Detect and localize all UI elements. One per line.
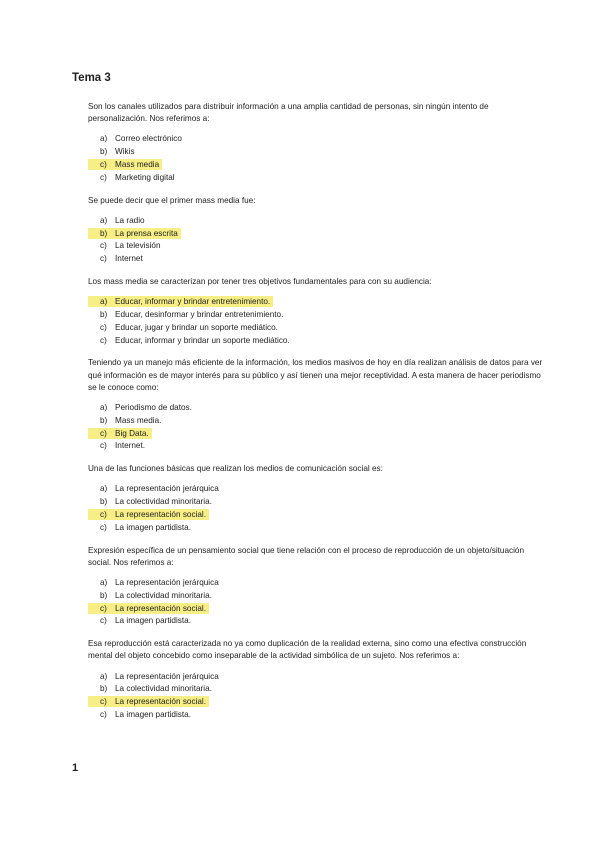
option-highlight (88, 577, 222, 588)
option-text: La representación social. (115, 697, 207, 707)
question-2 (88, 195, 548, 266)
option-text: La imagen partidista. (115, 709, 192, 719)
option-letter: c) (100, 335, 107, 345)
option-c (88, 322, 548, 335)
option-list (88, 483, 548, 534)
option-text: Wikis (115, 147, 135, 157)
option-letter: c) (100, 441, 107, 451)
option-letter: c) (100, 509, 107, 519)
option-letter: a) (100, 297, 108, 307)
option-highlight (88, 590, 215, 601)
option-a (88, 402, 548, 415)
option-highlight (88, 146, 138, 157)
option-text: Internet (115, 254, 143, 264)
option-d (88, 440, 548, 453)
option-letter: c) (100, 172, 107, 182)
option-letter: a) (100, 402, 108, 412)
option-highlight (88, 696, 209, 707)
option-text: Periodismo de datos. (115, 402, 192, 412)
option-letter: a) (100, 134, 108, 144)
option-highlight (88, 440, 148, 451)
option-list (88, 577, 548, 628)
option-a (88, 133, 548, 146)
question-3 (88, 276, 548, 347)
option-highlight (88, 159, 162, 170)
option-c (88, 603, 548, 616)
option-c (88, 159, 548, 172)
option-b (88, 146, 548, 159)
option-highlight (88, 215, 148, 226)
option-text: La representación jerárquica (115, 671, 219, 681)
question-text: Expresión específica de un pensamiento social que tiene relación con el proceso de reproducción de un objeto/situación social. Nos referimos a: (88, 545, 525, 567)
option-letter: c) (100, 709, 107, 719)
option-highlight (88, 240, 164, 251)
question-text: Esa reproducción está caracterizada no ya como duplicación de la realidad externa, sino como una efectiva construcción mental del objeto concebido como inseparable de la actividad simbólica de un sujeto. Nos referimos a: (88, 639, 527, 661)
option-text: Mass media. (115, 415, 162, 425)
option-text: Educar, informar y brindar un soporte mediático. (115, 335, 290, 345)
option-text: La televisión (115, 241, 161, 251)
option-text: La colectividad minoritaria. (115, 590, 212, 600)
option-text: La prensa escrita (115, 228, 178, 238)
option-list (88, 215, 548, 266)
question-1 (88, 101, 548, 185)
option-a (88, 215, 548, 228)
question-5 (88, 463, 548, 534)
option-c (88, 428, 548, 441)
option-highlight (88, 335, 293, 346)
option-text: Educar, jugar y brindar un soporte mediático. (115, 322, 278, 332)
option-d (88, 709, 548, 722)
option-letter: b) (100, 147, 108, 157)
option-highlight (88, 322, 281, 333)
option-c (88, 696, 548, 709)
option-b (88, 590, 548, 603)
option-text: Big Data. (115, 428, 149, 438)
option-list (88, 133, 548, 184)
option-a (88, 296, 548, 309)
question-text: Se puede decir que el primer mass media fue: (88, 195, 256, 205)
option-text: La representación social. (115, 603, 207, 613)
option-list (88, 671, 548, 722)
option-b (88, 496, 548, 509)
option-d (88, 335, 548, 348)
option-highlight (88, 615, 194, 626)
option-highlight (88, 228, 181, 239)
option-a (88, 671, 548, 684)
option-letter: b) (100, 309, 108, 319)
option-letter: c) (100, 603, 107, 613)
option-d (88, 172, 548, 185)
option-text: Marketing digital (115, 172, 175, 182)
option-d (88, 253, 548, 266)
questions-list (88, 101, 548, 732)
question-4 (88, 357, 548, 453)
option-letter: c) (100, 241, 107, 251)
option-letter: a) (100, 215, 108, 225)
option-highlight (88, 402, 195, 413)
option-text: La representación social. (115, 509, 207, 519)
option-letter: c) (100, 428, 107, 438)
option-highlight (88, 671, 222, 682)
option-a (88, 483, 548, 496)
option-b (88, 415, 548, 428)
page-heading: Tema 3 (72, 72, 111, 84)
option-d (88, 522, 548, 535)
question-text: Los mass media se caracterizan por tener tres objetivos fundamentales para con su audiencia: (88, 276, 432, 286)
option-highlight (88, 309, 286, 320)
option-letter: b) (100, 684, 108, 694)
option-highlight (88, 428, 152, 439)
question-text: Teniendo ya un manejo más eficiente de la información, los medios masivos de hoy en día realizan análisis de datos para ver qué información es de mayor interés para su público y así tienen una mejor receptividad. A esta manera de hacer periodismo se le conoce como: (88, 358, 543, 392)
option-b (88, 228, 548, 241)
option-highlight (88, 296, 273, 307)
option-text: La colectividad minoritaria. (115, 684, 212, 694)
option-highlight (88, 415, 164, 426)
option-letter: c) (100, 160, 107, 169)
option-highlight (88, 709, 194, 720)
option-letter: c) (100, 697, 107, 707)
option-letter: a) (100, 484, 108, 494)
question-7 (88, 638, 548, 722)
option-b (88, 683, 548, 696)
option-list (88, 296, 548, 347)
option-text: Correo electrónico (115, 134, 182, 144)
option-highlight (88, 483, 222, 494)
option-letter: c) (100, 616, 107, 626)
option-text: Educar, informar y brindar entretenimiento. (115, 297, 271, 307)
option-c (88, 509, 548, 522)
option-b (88, 309, 548, 322)
option-text: La imagen partidista. (115, 522, 192, 532)
option-text: Internet. (115, 441, 146, 451)
option-text: La imagen partidista. (115, 616, 192, 626)
option-highlight (88, 603, 209, 614)
option-highlight (88, 522, 194, 533)
option-d (88, 615, 548, 628)
option-highlight (88, 133, 185, 144)
option-text: La representación jerárquica (115, 577, 219, 587)
option-text: Mass media (115, 160, 160, 169)
option-letter: b) (100, 590, 108, 600)
question-6 (88, 545, 548, 629)
option-text: La colectividad minoritaria. (115, 497, 212, 507)
option-highlight (88, 509, 209, 520)
option-highlight (88, 496, 215, 507)
option-letter: c) (100, 522, 107, 532)
option-text: Educar, desinformar y brindar entretenimiento. (115, 309, 284, 319)
option-letter: b) (100, 228, 108, 238)
option-text: La radio (115, 215, 145, 225)
option-letter: c) (100, 254, 107, 264)
option-text: La representación jerárquica (115, 484, 219, 494)
option-highlight (88, 683, 215, 694)
option-letter: c) (100, 322, 107, 332)
page-number: 1 (72, 762, 79, 774)
option-a (88, 577, 548, 590)
option-c (88, 240, 548, 253)
option-highlight (88, 253, 146, 264)
option-letter: a) (100, 671, 108, 681)
option-letter: b) (100, 497, 108, 507)
option-highlight (88, 172, 178, 183)
option-letter: b) (100, 415, 108, 425)
question-text: Son los canales utilizados para distribuir información a una amplia cantidad de personas, sin ningún intento de personalización. Nos referimos a: (88, 102, 489, 124)
option-list (88, 402, 548, 453)
question-text: Una de las funciones básicas que realizan los medios de comunicación social es: (88, 464, 383, 474)
option-letter: a) (100, 577, 108, 587)
